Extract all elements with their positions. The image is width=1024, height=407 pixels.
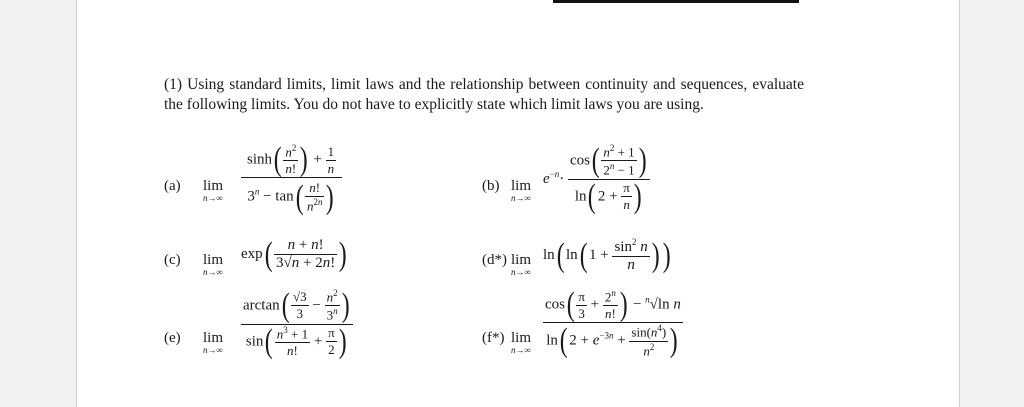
lim-d: lim n→∞: [511, 252, 532, 277]
lim-e: lim n→∞: [203, 330, 224, 355]
document-page: [76, 0, 960, 407]
expression-a: sinh( $\frac{n^2}{n!}$ ) + $\frac{1}{n}$ $3^n - \tan$( $\frac{n!}{n^{2n}}$ ): [241, 143, 342, 215]
expression-d: ln( ln( 1 + $\frac{\sin^2 n}{n}$ )): [543, 236, 671, 274]
expression-c: exp( $\frac{n + n!}{3√n + 2n!}$ ): [241, 235, 347, 273]
lim-c: lim n→∞: [203, 252, 224, 277]
label-e: (e): [164, 330, 181, 346]
expression-b: $e^{-n}\cdot$ cos( $\frac{n^2 + 1}{2^n - 1}$ ) ln( 2 + $\frac{\pi}{n}$ ): [543, 143, 650, 214]
problem-statement: (1) Using standard limits, limit laws and the relationship between continuity and sequences, evaluate the following limits. You do not have to explicitly state which limit laws you are using.: [164, 76, 804, 113]
top-bar-decoration: [553, 0, 799, 3]
lim-f: lim n→∞: [511, 330, 532, 355]
label-d: (d*): [482, 252, 507, 268]
label-b: (b): [482, 178, 500, 194]
label-f: (f*): [482, 330, 505, 346]
lim-a: lim n→∞: [203, 178, 224, 203]
label-c: (c): [164, 252, 181, 268]
expression-f: cos( $\frac{\pi}{3}$ + $\frac{2^n}{n!}$ ) − $^n$√ln n ln( $2 + e^{-3n}$ + $\frac{\sin(n^4)}{n^2}$ ): [545, 286, 681, 360]
expression-e: arctan( $\frac{√3}{3}$ − $\frac{n^2}{3^n}$ ) sin( $\frac{n^3 + 1}{n!}$ + $\frac{\pi}{2}$ ): [241, 288, 353, 359]
lim-b: lim n→∞: [511, 178, 532, 203]
label-a: (a): [164, 178, 181, 194]
